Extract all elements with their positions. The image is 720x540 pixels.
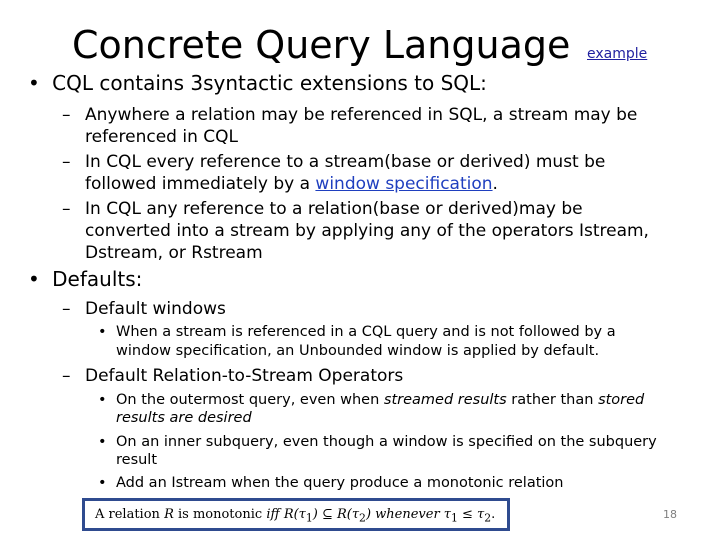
ext2-text: followed immediately by a <box>85 174 316 194</box>
cql-heading: CQL contains 3syntactic extensions to SQL: <box>52 71 487 95</box>
bullet-marker: • <box>98 324 107 340</box>
bullet-marker: • <box>28 267 40 291</box>
dash-marker: – <box>62 199 71 219</box>
window-specification-link[interactable]: window specification <box>315 174 493 194</box>
formula-period: . <box>491 507 496 522</box>
windows-item-line2: window specification, an Unbounded window is applied by default. <box>116 343 600 359</box>
ext3-line2: converted into a stream by applying any of the operators Istream, <box>85 221 649 241</box>
bullet-marker: • <box>98 392 107 408</box>
ext2-period: . <box>492 174 498 194</box>
ext3-line1: In CQL any reference to a relation(base or derived)may be <box>85 199 583 219</box>
defaults-heading: Defaults: <box>52 267 143 291</box>
bullet-marker: • <box>28 71 40 95</box>
formula-part: A relation <box>95 507 165 522</box>
bullet-cql <box>28 72 487 94</box>
ext1-line2: referenced in CQL <box>85 127 238 147</box>
ext2-line1: In CQL every reference to a stream(base or derived) must be <box>85 152 606 172</box>
op1-text: On the outermost query, even when <box>116 392 384 408</box>
dash-marker: – <box>62 299 71 319</box>
dash-marker: – <box>62 366 71 386</box>
page-number: 18 <box>663 508 677 521</box>
formula-part: ) ⊆ R(τ <box>312 507 360 522</box>
op2-line1: On an inner subquery, even though a window is specified on the subquery <box>116 434 657 450</box>
windows-item-line1: When a stream is referenced in a CQL query and is not followed by a <box>116 324 616 340</box>
formula-sub: 2 <box>359 511 366 525</box>
op1-text-mid: rather than <box>506 392 599 408</box>
ext2-line2 <box>85 173 498 195</box>
op1-emphasis-results: results are desired <box>116 410 252 426</box>
op1-emphasis-stored: stored <box>598 392 645 408</box>
bullet-marker: • <box>98 475 107 491</box>
formula-part: ) whenever τ <box>365 507 451 522</box>
bullet-defaults <box>28 268 142 290</box>
formula-part: is monotonic <box>173 507 267 522</box>
dash-marker: – <box>62 152 71 172</box>
default-operators-heading: Default Relation-to-Stream Operators <box>85 366 404 386</box>
op1-line2 <box>116 408 252 429</box>
op1-emphasis-streamed: streamed results <box>383 392 507 408</box>
slide-title: Concrete Query Language <box>72 23 571 67</box>
formula-part: ≤ τ <box>457 507 485 522</box>
example-link[interactable]: example <box>587 46 648 62</box>
bullet-marker: • <box>98 434 107 450</box>
formula-iff: iff <box>266 507 280 522</box>
default-windows-heading: Default windows <box>85 299 226 319</box>
formula-R: R <box>164 507 174 522</box>
dash-marker: – <box>62 105 71 125</box>
op2-line2: result <box>116 452 158 468</box>
formula-sub: 2 <box>484 511 492 525</box>
formula-part: R(τ <box>279 507 306 522</box>
ext1-line1: Anywhere a relation may be referenced in SQL, a stream may be <box>85 105 638 125</box>
formula-sub: 1 <box>305 511 313 525</box>
op3-line: Add an Istream when the query produce a monotonic relation <box>116 475 564 491</box>
ext3-line3: Dstream, or Rstream <box>85 243 263 263</box>
monotonic-definition-box <box>82 498 510 531</box>
formula-sub: 1 <box>450 511 458 525</box>
